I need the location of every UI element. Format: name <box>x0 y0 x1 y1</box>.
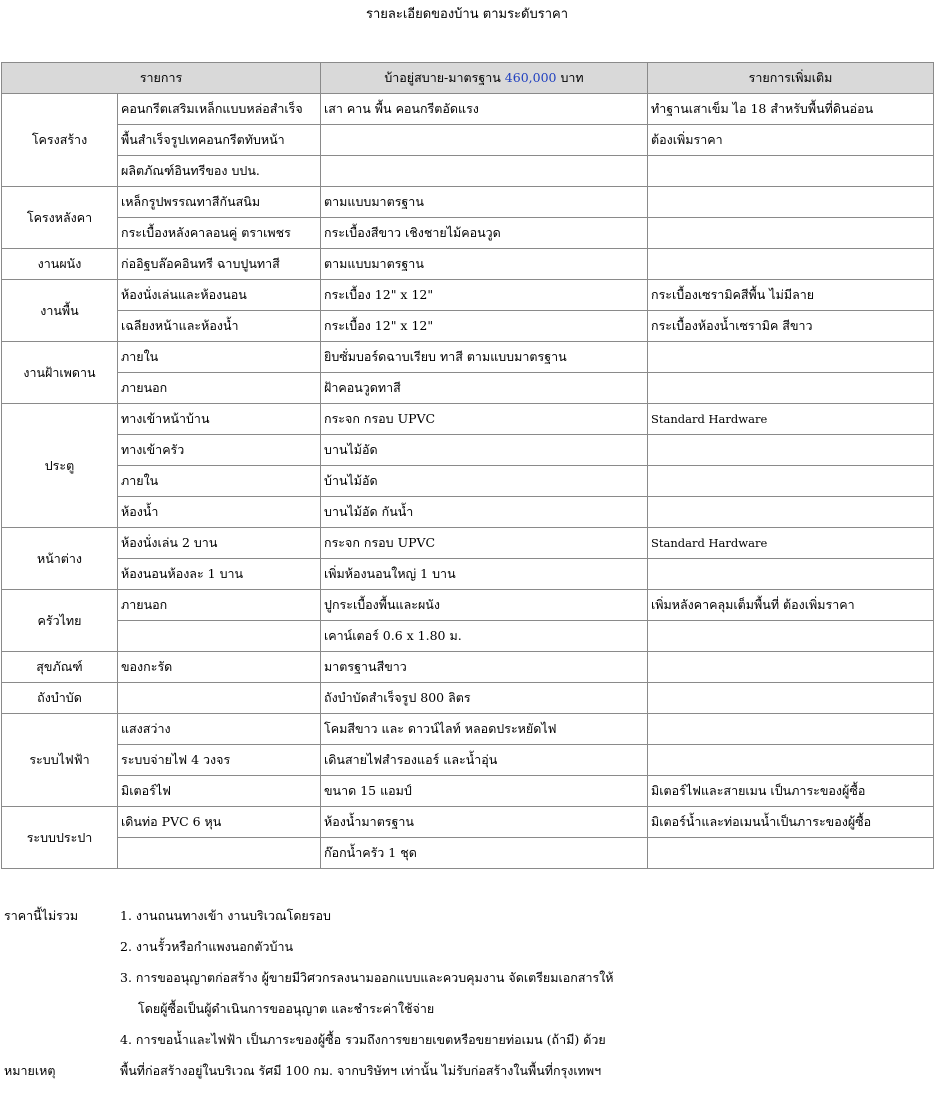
table-row <box>2 683 934 714</box>
additional-cell <box>648 621 934 652</box>
header-additional: รายการเพิ่มเติม <box>648 63 934 94</box>
category-wall: งานผนัง <box>2 249 118 280</box>
standard-cell: ก๊อกน้ำครัว 1 ชุด <box>321 838 648 869</box>
additional-cell: Standard Hardware <box>648 404 934 435</box>
table-row <box>2 311 934 342</box>
additional-cell <box>648 435 934 466</box>
category-thai-kitchen: ครัวไทย <box>2 590 118 652</box>
additional-cell <box>648 745 934 776</box>
standard-cell: ปูกระเบื้องพื้นและผนัง <box>321 590 648 621</box>
standard-cell: ขนาด 15 แอมป์ <box>321 776 648 807</box>
item-cell: ผลิตภัณฑ์อินทรีของ บปน. <box>118 156 321 187</box>
exclusion-item: 2. งานรั้วหรือกำแพงนอกตัวบ้าน <box>120 939 294 954</box>
header-currency: บาท <box>556 70 584 85</box>
item-cell <box>118 621 321 652</box>
table-row <box>2 714 934 745</box>
table-row <box>2 280 934 311</box>
item-cell: พื้นสำเร็จรูปเทคอนกรีตทับหน้า <box>118 125 321 156</box>
standard-cell: บานไม้อัด <box>321 435 648 466</box>
table-row <box>2 404 934 435</box>
standard-cell: มาตรฐานสีขาว <box>321 652 648 683</box>
category-plumbing: ระบบประปา <box>2 807 118 869</box>
additional-cell <box>648 838 934 869</box>
item-cell <box>118 838 321 869</box>
item-cell: เดินท่อ PVC 6 หุน <box>118 807 321 838</box>
item-cell: คอนกรีตเสริมเหล็กแบบหล่อสำเร็จ <box>118 94 321 125</box>
table-row <box>2 652 934 683</box>
standard-cell: กระเบื้อง 12" x 12" <box>321 311 648 342</box>
standard-cell: เคาน์เตอร์ 0.6 x 1.80 ม. <box>321 621 648 652</box>
item-cell <box>118 683 321 714</box>
standard-cell: ตามแบบมาตรฐาน <box>321 187 648 218</box>
item-cell: ภายใน <box>118 466 321 497</box>
item-cell: ของกะรัด <box>118 652 321 683</box>
item-cell: กระเบื้องหลังคาลอนคู่ ตราเพชร <box>118 218 321 249</box>
standard-cell: กระจก กรอบ UPVC <box>321 404 648 435</box>
exclusions-label: ราคานี้ไม่รวม <box>4 908 79 923</box>
item-cell: ภายนอก <box>118 373 321 404</box>
additional-cell: กระเบื้องห้องน้ำเซรามิค สีขาว <box>648 311 934 342</box>
additional-cell: มิเตอร์น้ำและท่อเมนน้ำเป็นภาระของผู้ซื้อ <box>648 807 934 838</box>
table-row <box>2 497 934 528</box>
table-row <box>2 559 934 590</box>
standard-cell: บ้านไม้อัด <box>321 466 648 497</box>
item-cell: ภายใน <box>118 342 321 373</box>
table-row <box>2 373 934 404</box>
table-header-row <box>2 63 934 94</box>
category-floor: งานพื้น <box>2 280 118 342</box>
item-cell: ห้องน้ำ <box>118 497 321 528</box>
additional-cell <box>648 373 934 404</box>
remark-text: พื้นที่ก่อสร้างอยู่ในบริเวณ รัศมี 100 กม. จากบริษัทฯ เท่านั้น ไม่รับก่อสร้างในพื้นที่กรุงเทพฯ <box>120 1063 602 1078</box>
table-row <box>2 156 934 187</box>
table-row <box>2 435 934 466</box>
table-row <box>2 249 934 280</box>
standard-cell: ตามแบบมาตรฐาน <box>321 249 648 280</box>
category-door: ประตู <box>2 404 118 528</box>
category-electrical: ระบบไฟฟ้า <box>2 714 118 807</box>
standard-cell: เพิ่มห้องนอนใหญ่ 1 บาน <box>321 559 648 590</box>
additional-cell: ต้องเพิ่มราคา <box>648 125 934 156</box>
remark-label: หมายเหตุ <box>4 1063 56 1078</box>
standard-cell: ยิบซั่มบอร์ดฉาบเรียบ ทาสี ตามแบบมาตรฐาน <box>321 342 648 373</box>
standard-cell <box>321 156 648 187</box>
category-roof: โครงหลังคา <box>2 187 118 249</box>
standard-cell: ถังบำบัดสำเร็จรูป 800 ลิตร <box>321 683 648 714</box>
item-cell: ก่ออิฐบล๊อคอินทรี ฉาบปูนทาสี <box>118 249 321 280</box>
table-row <box>2 776 934 807</box>
table-row <box>2 187 934 218</box>
additional-cell <box>648 497 934 528</box>
standard-cell: โคมสีขาว และ ดาวน์ไลท์ หลอดประหยัดไฟ <box>321 714 648 745</box>
header-standard-label: บ้าอยู่สบาย-มาตรฐาน <box>384 70 505 85</box>
additional-cell: กระเบื้องเซรามิคสีพื้น ไม่มีลาย <box>648 280 934 311</box>
table-row <box>2 807 934 838</box>
page-title: รายละเอียดของบ้าน ตามระดับราคา <box>365 7 569 22</box>
standard-cell: ฝ้าคอนวูดทาสี <box>321 373 648 404</box>
table-row <box>2 838 934 869</box>
exclusion-item-continuation: โดยผู้ซื้อเป็นผู้ดำเนินการขออนุญาต และชำระค่าใช้จ่าย <box>138 1001 435 1016</box>
item-cell: ทางเข้าครัว <box>118 435 321 466</box>
table-row <box>2 745 934 776</box>
header-price: 460,000 <box>504 70 557 85</box>
category-ceiling: งานฝ้าเพดาน <box>2 342 118 404</box>
exclusion-item: 1. งานถนนทางเข้า งานบริเวณโดยรอบ <box>120 908 331 923</box>
additional-cell <box>648 652 934 683</box>
additional-cell <box>648 683 934 714</box>
item-cell: ภายนอก <box>118 590 321 621</box>
table-row <box>2 342 934 373</box>
additional-cell <box>648 187 934 218</box>
standard-cell: กระเบื้อง 12" x 12" <box>321 280 648 311</box>
standard-cell: บานไม้อัด กันน้ำ <box>321 497 648 528</box>
category-structure: โครงสร้าง <box>2 94 118 187</box>
additional-cell <box>648 218 934 249</box>
additional-cell <box>648 156 934 187</box>
item-cell: ห้องนั่งเล่นและห้องนอน <box>118 280 321 311</box>
spec-table <box>1 62 934 869</box>
additional-cell: ทำฐานเสาเข็ม ไอ 18 สำหรับพื้นที่ดินอ่อน <box>648 94 934 125</box>
additional-cell <box>648 249 934 280</box>
table-row <box>2 125 934 156</box>
standard-cell: เดินสายไฟสำรองแอร์ และน้ำอุ่น <box>321 745 648 776</box>
header-standard-house <box>321 63 648 94</box>
table-row <box>2 528 934 559</box>
additional-cell: Standard Hardware <box>648 528 934 559</box>
table-row <box>2 621 934 652</box>
additional-cell: เพิ่มหลังคาคลุมเต็มพื้นที่ ต้องเพิ่มราคา <box>648 590 934 621</box>
table-row <box>2 466 934 497</box>
category-sanitary: สุขภัณฑ์ <box>2 652 118 683</box>
standard-cell: กระเบื้องสีขาว เชิงชายไม้คอนวูด <box>321 218 648 249</box>
standard-cell <box>321 125 648 156</box>
item-cell: มิเตอร์ไฟ <box>118 776 321 807</box>
exclusion-item: 3. การขออนุญาตก่อสร้าง ผู้ขายมีวิศวกรลงนามออกแบบและควบคุมงาน จัดเตรียมเอกสารให้ <box>120 970 614 985</box>
table-row <box>2 218 934 249</box>
standard-cell: ห้องน้ำมาตรฐาน <box>321 807 648 838</box>
item-cell: ห้องนั่งเล่น 2 บาน <box>118 528 321 559</box>
item-cell: ระบบจ่ายไฟ 4 วงจร <box>118 745 321 776</box>
header-item: รายการ <box>2 63 321 94</box>
standard-cell: กระจก กรอบ UPVC <box>321 528 648 559</box>
item-cell: ทางเข้าหน้าบ้าน <box>118 404 321 435</box>
table-row <box>2 590 934 621</box>
additional-cell <box>648 559 934 590</box>
additional-cell <box>648 466 934 497</box>
exclusion-item: 4. การขอน้ำและไฟฟ้า เป็นภาระของผู้ซื้อ รวมถึงการขยายเขตหรือขยายท่อเมน (ถ้ามี) ด้วย <box>120 1032 606 1047</box>
item-cell: ห้องนอนห้องละ 1 บาน <box>118 559 321 590</box>
item-cell: แสงสว่าง <box>118 714 321 745</box>
table-row <box>2 94 934 125</box>
additional-cell <box>648 342 934 373</box>
item-cell: เฉลียงหน้าและห้องน้ำ <box>118 311 321 342</box>
item-cell: เหล็กรูปพรรณทาสีกันสนิม <box>118 187 321 218</box>
standard-cell: เสา คาน พื้น คอนกรีตอัดแรง <box>321 94 648 125</box>
category-septic-tank: ถังบำบัด <box>2 683 118 714</box>
additional-cell <box>648 714 934 745</box>
additional-cell: มิเตอร์ไฟและสายเมน เป็นภาระของผู้ซื้อ <box>648 776 934 807</box>
category-window: หน้าต่าง <box>2 528 118 590</box>
